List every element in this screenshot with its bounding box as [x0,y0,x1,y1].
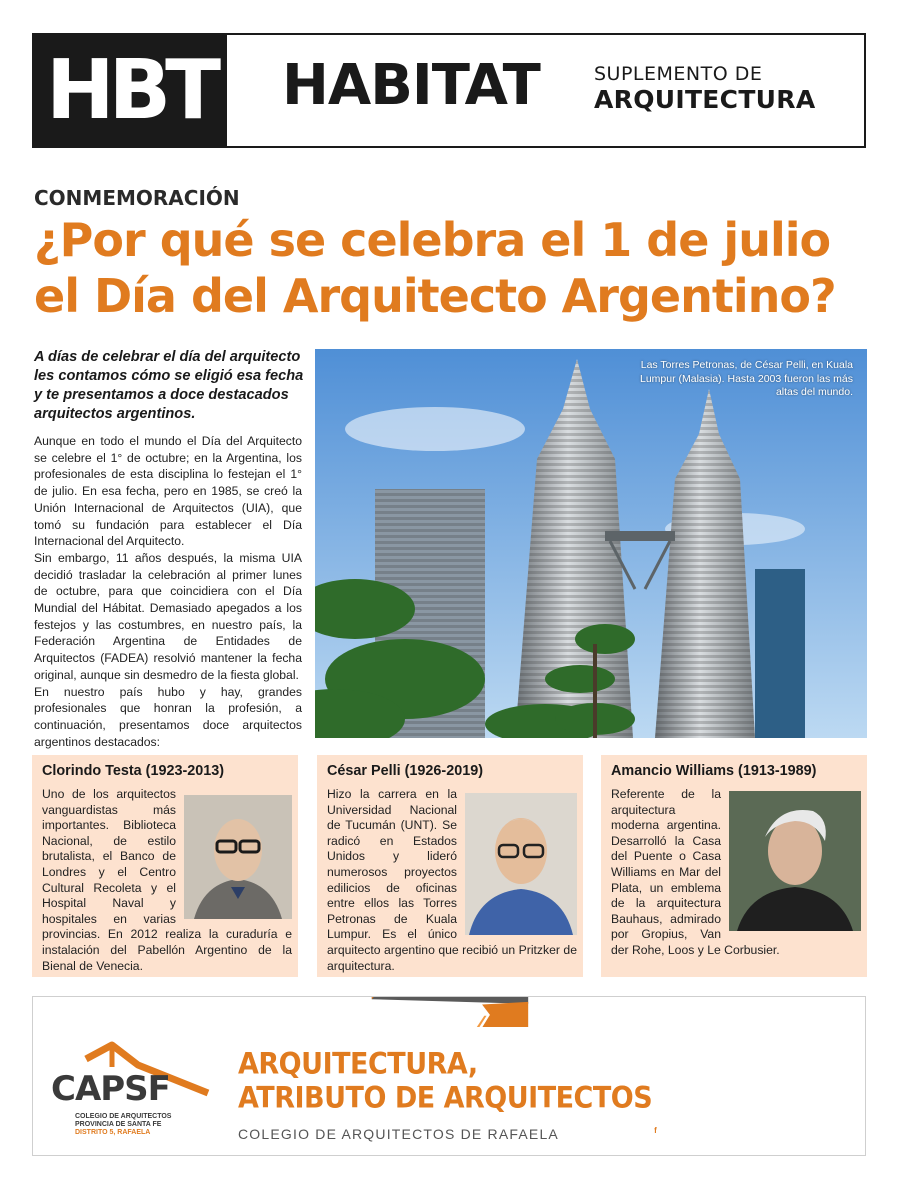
petronas-towers-photo [315,349,867,738]
headline-line-1: ¿Por qué se celebra el 1 de julio [34,213,831,267]
phone-web[interactable]: Tel. (03492) 430840 | www.capsf.org.ar [651,1109,830,1121]
headline [34,212,874,324]
profile-text: Hizo la carrera en la Universidad Nacional de Tucumán (UNT). Se radicó en Estados Unidos y lideró numerosos proyectos edilicios de oficinas entre ellos las Torres Petronas de Kuala Lumpur. Es el único arquitecto argentino que recibió un Pritzker de arquitectura. [327,787,577,973]
profile-name: César Pelli (1926-2019) [327,763,483,779]
org-district: DISTRITO 5, RAFAELA [75,1129,151,1136]
facebook-icon: f [651,1126,660,1135]
photo-caption: Las Torres Petronas, de César Pelli, en Kuala Lumpur (Malasia). Hasta 2003 fueron las más altas del mundo. [639,359,853,398]
org-province: PROVINCIA DE SANTA FE [75,1121,162,1128]
org-name: COLEGIO DE ARQUITECTOS [75,1113,172,1120]
hbt-logo: HBT [34,35,227,146]
profile-body [327,787,577,974]
portrait-photo [465,793,577,935]
profile-text: Uno de los arquitectos vanguardistas más importantes. Biblioteca Nacional, de estilo brutalista, el Banco de Londres y el Centro Cultural Recoleta y el Hospital Naval y hospitales en varias provincias. En 2012 realiza la curaduría e instalación del Pabellón Argentino de la Bienal de Venecia. [42,787,292,973]
profile-card [601,755,867,977]
section-label: CONMEMORACIÓN [34,186,240,210]
portrait-photo [184,795,292,919]
paragraph: Sin embargo, 11 años después, la misma UIA decidió trasladar la celebración al primer lunes de octubre, para que coincidiera con el Día Mundial del Hábitat. Demasiado apegados a los festejos y las costumbres, en nuestro país, la Federación Argentina de Entidades de Arquitectos (FADEA) resolvió mantener la fecha original, aunque sin desmedro de la fiesta global. [34,550,302,682]
profile-name: Clorindo Testa (1923-2013) [42,763,225,779]
footer-ad [32,996,866,1156]
paragraph: En nuestro país hubo y hay, grandes profesionales que honran la profesión, a continuación, presentamos doce arquitectos argentinos destacados: [34,684,302,749]
facebook-link[interactable] [651,1123,866,1138]
slogan-line-3: COLEGIO DE ARQUITECTOS DE RAFAELA [238,1126,559,1142]
slogan-line-1: ARQUITECTURA, [238,1047,478,1082]
publication-title: HABITAT [282,53,540,118]
profile-body [42,787,292,974]
profile-body [611,787,861,959]
facebook-label: Colegio de Arquitectos Distrito 5 - Rafaela [662,1124,854,1135]
profile-text: Referente de la arquitectura moderna argentina. Desarrolló la Casa del Puente o Casa Williams en Mar del Plata, un emblema de la arquitectura Bauhaus, admirado por Gropius, Van der Rohe, Loos y Le Corbusier. [611,787,780,957]
paragraph: Aunque en todo el mundo el Día del Arquitecto se celebre el 1° de octubre; en la Argentina, los profesionales de esta disciplina lo festejan el 1° de julio. En esa fecha, pero en 1985, se creó la Unión Internacional de Arquitectos (UIA), que tomó su fundación para establecer el Día Internacional del Arquitecto. [34,434,302,549]
masthead [32,33,866,148]
article-body [34,433,302,750]
profile-card [32,755,298,977]
address: 9 de Julio 235 | Rafaela (Santa Fe) [651,1095,811,1106]
slogan-line-2: ATRIBUTO DE ARQUITECTOS [238,1081,653,1116]
supplement-label: SUPLEMENTO DE [594,63,763,85]
profile-name: Amancio Williams (1913-1989) [611,763,817,779]
profile-card [317,755,583,977]
headline-line-2: el Día del Arquitecto Argentino? [34,269,836,323]
contact-info [651,1094,866,1138]
capsf-logo: CAPSF [51,1069,170,1109]
supplement-topic: ARQUITECTURA [594,85,816,114]
lede: A días de celebrar el día del arquitecto les contamos cómo se eligió esa fecha y te presentamos a doce destacados arquitectos argentinos. [34,349,304,422]
portrait-photo [729,791,861,931]
